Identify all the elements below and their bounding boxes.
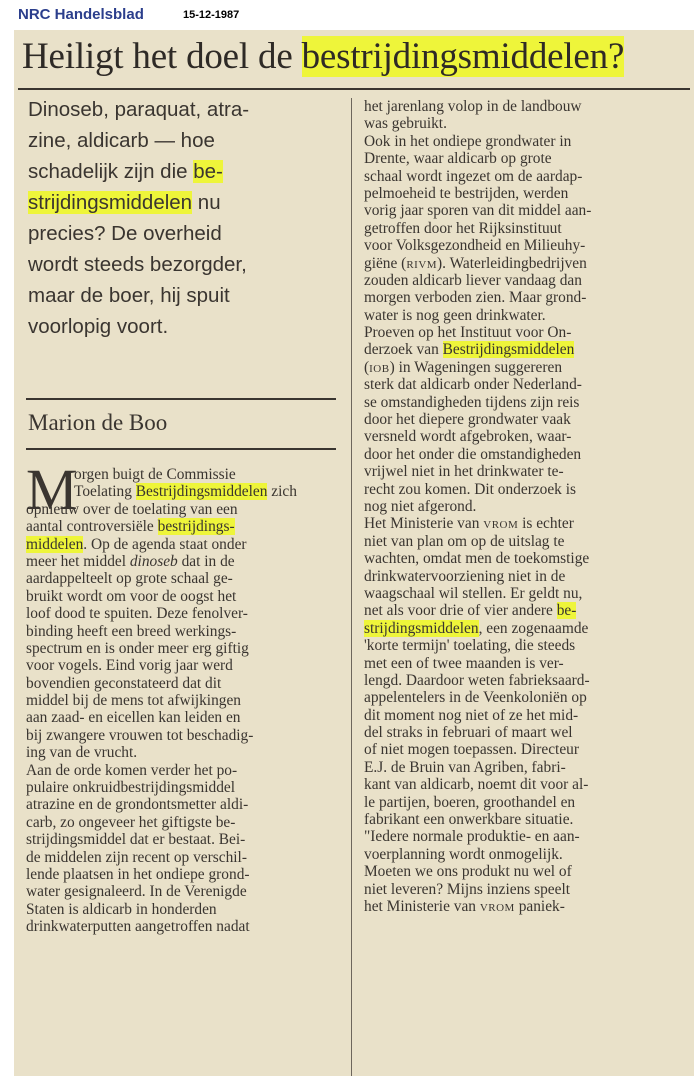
body-line: voerplanning wordt onmogelijk. (364, 845, 563, 863)
body-line: lengd. Daardoor weten fabrieksaard- (364, 671, 590, 689)
body-line: recht zou komen. Dit onderzoek is (364, 480, 576, 498)
deck-line: wordt steeds bezorgder, (28, 253, 247, 276)
body-line: pulaire onkruidbestrijdingsmiddel (26, 779, 236, 797)
deck-line: schadelijk zijn die be- (28, 160, 223, 183)
body-line: zouden aldicarb liever vandaag dan (364, 271, 582, 289)
dropcap: M (26, 457, 78, 522)
body-line: met een of twee maanden is ver- (364, 654, 564, 672)
body-line: het Ministerie van vrom paniek- (364, 897, 565, 915)
body-line: vrijwel niet in het drinkwater te- (364, 463, 564, 481)
column-divider (351, 98, 352, 1076)
deck-line: precies? De overheid (28, 222, 222, 245)
author-byline: Marion de Boo (28, 410, 168, 435)
body-line: Het Ministerie van vrom is echter (364, 515, 574, 533)
body-line: drinkwaterputten aangetroffen nadat (26, 918, 250, 936)
body-line: Staten is aldicarb in honderden (26, 900, 217, 918)
body-line: Ook in het ondiepe grondwater in (364, 132, 572, 150)
deck-line: voorlopig voort. (28, 315, 169, 338)
body-line: de middelen zijn recent op verschil- (26, 848, 247, 866)
body-line: dit moment nog niet of ze het mid- (364, 706, 579, 724)
body-line: kant van aldicarb, noemt dit voor al- (364, 776, 589, 794)
body-line: Moeten we ons produkt nu wel of (364, 863, 572, 881)
body-line: sterk dat aldicarb onder Nederland- (364, 376, 582, 394)
body-line: strijdingsmiddel dat er bestaat. Bei- (26, 831, 246, 849)
article-column-left (26, 457, 341, 936)
body-line: binding heeft een breed werkings- (26, 622, 237, 640)
body-line: niet leveren? Mijns inziens speelt (364, 880, 571, 898)
deck-line: maar de boer, hij spuit (28, 284, 230, 307)
author-rule-top (26, 398, 336, 400)
body-line: voor Volksgezondheid en Milieuhy- (364, 237, 586, 255)
body-line: bovendien geconstateerd dat dit (26, 674, 222, 692)
body-line: bij zwangere vrouwen tot beschadig- (26, 726, 254, 744)
deck-line: strijdingsmiddelen nu (28, 191, 221, 214)
body-line: was gebruikt. (364, 115, 447, 133)
deck-line: zine, aldicarb — hoe (28, 129, 215, 152)
body-line: loof dood te spuiten. Deze fenolver- (26, 605, 248, 623)
body-line: Drente, waar aldicarb op grote (364, 150, 552, 168)
body-line: orgen buigt de Commissie (74, 466, 236, 483)
body-line: aan zaad- en eicellen kan leiden en (26, 709, 241, 727)
body-line: strijdingsmiddelen, een zogenaamde (364, 619, 589, 637)
article-deck (28, 94, 333, 342)
body-line: waagschaal wil stellen. Er geldt nu, (364, 584, 583, 602)
body-line: door het onder die omstandigheden (364, 445, 582, 463)
body-line: giëne (rivm). Waterleidingbedrijven (364, 254, 587, 272)
body-line: bruikt wordt om voor de oogst het (26, 587, 237, 605)
body-line: aardappelteelt op grote schaal ge- (26, 570, 233, 588)
body-line: nog niet afgerond. (364, 497, 477, 515)
body-line: middel bij de mens tot afwijkingen (26, 692, 242, 710)
body-line: wachten, omdat men de toekomstige (364, 550, 590, 568)
body-line: aantal controversiële bestrijdings- (26, 518, 235, 536)
body-line: versneld wordt afgebroken, waar- (364, 428, 572, 446)
headline-text: Heiligt het doel de (22, 36, 302, 77)
article-headline (22, 32, 690, 84)
body-line: atrazine en de grondontsmetter aldi- (26, 796, 249, 814)
body-line: vorig jaar sporen van dit middel aan- (364, 202, 592, 220)
headline-highlight: bestrijdingsmiddelen? (301, 36, 625, 77)
deck-line: Dinoseb, paraquat, atra- (28, 98, 250, 121)
body-line: carb, zo ongeveer het giftigste be- (26, 813, 236, 831)
body-line: 'korte termijn' toelating, die steeds (364, 637, 576, 655)
body-line: Toelating Bestrijdingsmiddelen zich (74, 483, 297, 501)
body-line: water gesignaleerd. In de Verenigde (26, 883, 247, 901)
body-line: getroffen door het Rijksinstituut (364, 219, 562, 237)
body-line: "Iedere normale produktie- en aan- (364, 828, 580, 846)
article-column-right (364, 98, 682, 915)
body-line: Proeven op het Instituut voor On- (364, 324, 572, 342)
body-line: middelen. Op de agenda staat onder (26, 535, 247, 553)
author-rule-bottom (26, 448, 336, 450)
body-line: opnieuw over de toelating van een (26, 500, 238, 518)
body-line: derzoek van Bestrijdingsmiddelen (364, 341, 575, 359)
body-line: water is nog geen drinkwater. (364, 306, 546, 324)
newspaper-clipping (14, 30, 694, 1076)
body-line: lende plaatsen in het ondiepe grond- (26, 865, 250, 883)
publication-date: 15-12-1987 (183, 9, 240, 21)
headline-rule (18, 88, 690, 90)
body-line: (iob) in Wageningen suggereren (364, 358, 563, 376)
body-line: E.J. de Bruin van Agriben, fabri- (364, 758, 566, 776)
body-line: meer het middel dinoseb dat in de (26, 552, 235, 570)
body-line: door het diepere grondwater vaak (364, 411, 571, 429)
body-line: net als voor drie of vier andere be- (364, 602, 577, 620)
body-line: del straks in februari of maart wel (364, 724, 573, 742)
body-line: voor vogels. Eind vorig jaar werd (26, 657, 233, 675)
body-line: pelmoeheid te bestrijden, werden (364, 184, 569, 202)
body-line: of niet mogen toepassen. Directeur (364, 741, 579, 759)
body-line: Aan de orde komen verder het po- (26, 761, 238, 779)
newspaper-name: NRC Handelsblad (18, 6, 144, 23)
body-line: drinkwatervoorziening niet in de (364, 567, 566, 585)
body-line: le partijen, boeren, groothandel en (364, 793, 576, 811)
body-line: schaal wordt ingezet om de aardap- (364, 167, 583, 185)
body-line: niet van plan om op de uitslag te (364, 532, 565, 550)
body-line: ing van de vrucht. (26, 744, 138, 762)
body-line: spectrum en is onder meer erg giftig (26, 639, 249, 657)
body-line: se omstandigheden tijdens zijn reis (364, 393, 580, 411)
body-line: morgen verboden zien. Maar grond- (364, 289, 587, 307)
body-line: fabrikant een onwerkbare situatie. (364, 811, 574, 829)
clipping-header (0, 0, 700, 28)
body-line: het jarenlang volop in de landbouw (364, 98, 582, 115)
body-line: appelentelers in de Veenkoloniën op (364, 689, 587, 707)
